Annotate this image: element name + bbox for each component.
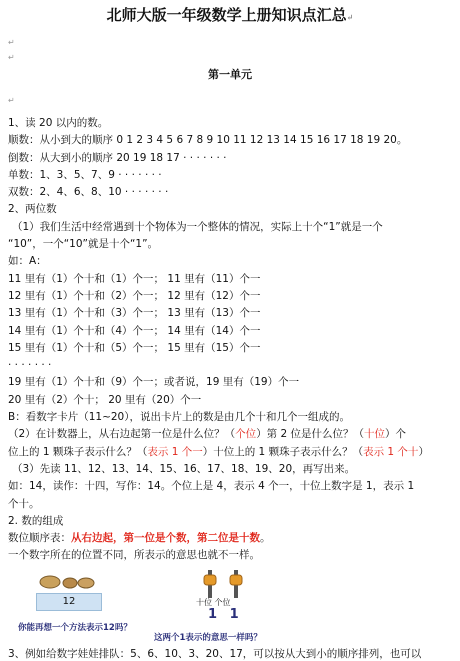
- document-title: 北师大版一年级数学上册知识点汇总↵: [106, 6, 354, 24]
- illustration: [8, 565, 454, 643]
- text-line: · · · · · · ·: [8, 359, 52, 372]
- text-line: （2）在计数器上，从右边起第一位是什么位？（个位）第 2 位是什么位？（十位）个: [8, 428, 407, 441]
- return-mark: ↵: [346, 12, 354, 22]
- body-text: [8, 115, 454, 565]
- tens-label: 十位: [196, 598, 212, 607]
- text-line: 倒数：从大到小的顺序 20 19 18 17 · · · · · · ·: [8, 151, 227, 164]
- unit-title: 第一单元: [208, 68, 252, 81]
- text-line: 11 里有（1）个十和（1）个一； 11 里有（11）个一: [8, 272, 261, 285]
- text-line: 数位顺序表：从右边起，第一位是个数，第二位是十数。: [8, 532, 271, 545]
- text-line: 如：14，读作：十四，写作：14。个位上是 4，表示 4 个一，十位上数字是 1，表示 1: [8, 480, 415, 493]
- text-line: 13 里有（1）个十和（3）个一； 13 里有（13）个一: [8, 307, 261, 320]
- text-line: （1）我们生活中经常遇到十个物体为一个整体的情况，实际上十个“1”就是一个: [12, 220, 383, 233]
- text-line: 1、读 20 以内的数。: [8, 117, 109, 129]
- right-caption: 这两个1表示的意思一样吗？: [154, 633, 262, 643]
- text-line: 19 里有（1）个十和（9）个一；或者说，19 里有（19）个一: [8, 376, 300, 389]
- text-line: 单数：1、3、5、7、9 · · · · · · ·: [8, 168, 162, 181]
- text-line: “10”，一个“10”就是十个“1”。: [8, 238, 159, 251]
- text-line: 2. 数的组成: [8, 514, 64, 527]
- text-line: 如：A：: [8, 255, 47, 268]
- text-line: 14 里有（1）个十和（4）个一； 14 里有（14）个一: [8, 324, 261, 337]
- number-box: 12: [36, 593, 102, 611]
- ones-label: 个位: [214, 598, 231, 607]
- text-line: 2、两位数: [8, 203, 57, 216]
- return-mark: ↵: [8, 53, 15, 62]
- text-line: 个十。: [8, 497, 40, 510]
- text-line: 双数：2、4、6、8、10 · · · · · · ·: [8, 186, 169, 199]
- text-line: 一个数字所在的位置不同，所表示的意思也就不一样。: [8, 549, 260, 562]
- tens-digit: 1: [208, 607, 218, 622]
- text-line: （3）先读 11、12、13、14、15、16、17、18、19、20，再写出来。: [12, 462, 356, 475]
- bottom-line: 3、例如给数字娃娃排队：5、6、10、3、20、17，可以按从大到小的顺序排列，也可以: [8, 648, 422, 660]
- text-line: 15 里有（1）个十和（5）个一； 15 里有（15）个一: [8, 341, 261, 354]
- illustration-right: [148, 565, 348, 643]
- text-line: 顺数：从小到大的顺序 0 1 2 3 4 5 6 7 8 9 10 11 12 13 14 15 16 17 18 19 20。: [8, 134, 408, 147]
- ones-digit: 1: [229, 607, 239, 622]
- left-caption: 你能再想一个方法表示12吗？: [18, 623, 132, 633]
- text-line: 位上的 1 颗珠子表示什么？（表示 1 个一）十位上的 1 颗珠子表示什么？（表示 1 个十）: [8, 445, 429, 458]
- text-line: 20 里有（2）个十； 20 里有（20）个一: [8, 393, 202, 406]
- return-mark: ↵: [8, 96, 15, 105]
- text-line: 12 里有（1）个十和（2）个一； 12 里有（12）个一: [8, 289, 261, 302]
- text-line: B：看数字卡片（11~20），说出卡片上的数是由几个十和几个一组成的。: [8, 411, 350, 424]
- return-mark: ↵: [8, 38, 15, 47]
